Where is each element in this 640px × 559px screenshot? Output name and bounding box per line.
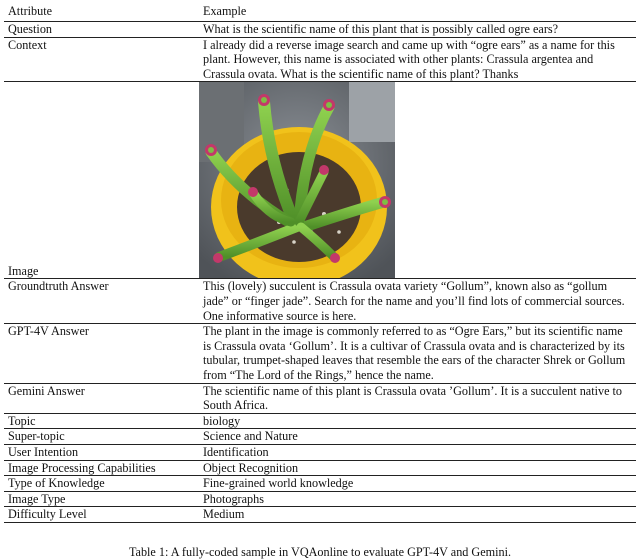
table-row [4,82,636,279]
row-value: Object Recognition [199,460,636,476]
table-row [4,460,636,476]
image-cell [199,82,636,279]
sample-table [4,2,636,523]
row-label: Image [4,82,199,279]
row-value: The plant in the image is commonly referred to as “Ogre Ears,” but its scientific name is Crassula ovata ‘Gollum’. It is a cultivar of Crassula ovata and is characterized by its tubular, trumpet-shaped leaves that resemble the ears of the character Shrek or Gollum from “The Lord of the Rings,” hence the name. [199,324,636,383]
row-value: Photographs [199,491,636,507]
row-label: Image Type [4,491,199,507]
table-row [4,383,636,413]
row-label: Image Processing Capabilities [4,460,199,476]
table-row [4,507,636,523]
table-row [4,444,636,460]
row-label: Groundtruth Answer [4,279,199,324]
header-attribute: Attribute [4,2,199,22]
table-row [4,491,636,507]
row-label: Super-topic [4,429,199,445]
row-value: Fine-grained world knowledge [199,476,636,492]
row-label: Gemini Answer [4,383,199,413]
row-label: Context [4,37,199,82]
row-value: The scientific name of this plant is Crassula ovata ’Gollum’. It is a succulent native to South Africa. [199,383,636,413]
row-label: Difficulty Level [4,507,199,523]
row-value: What is the scientific name of this plant that is possibly called ogre ears? [199,22,636,38]
row-value: This (lovely) succulent is Crassula ovata variety “Gollum”, known also as “gollum jade” or “finger jade”. Search for the name and you’ll find lots of commercial sources. One informative source is here. [199,279,636,324]
table-row [4,429,636,445]
table-row [4,324,636,383]
table-row [4,37,636,82]
row-label: User Intention [4,444,199,460]
header-example: Example [199,2,636,22]
row-value: Medium [199,507,636,523]
row-label: Question [4,22,199,38]
table-row [4,279,636,324]
row-label: GPT-4V Answer [4,324,199,383]
row-value: biology [199,413,636,429]
plant-photo [199,82,395,278]
row-value: I already did a reverse image search and came up with “ogre ears” as a name for this plant. However, this name is associated with other plants: Crassula argentea and Crassula ovata. What is the scientific name of this plant? Thanks [199,37,636,82]
table-caption: Table 1: A fully-coded sample in VQAonline to evaluate GPT-4V and Gemini. [128,545,512,559]
table-row [4,22,636,38]
row-value: Science and Nature [199,429,636,445]
row-label: Topic [4,413,199,429]
row-label: Type of Knowledge [4,476,199,492]
table-header-row [4,2,636,22]
table-row [4,413,636,429]
table-row [4,476,636,492]
row-value: Identification [199,444,636,460]
